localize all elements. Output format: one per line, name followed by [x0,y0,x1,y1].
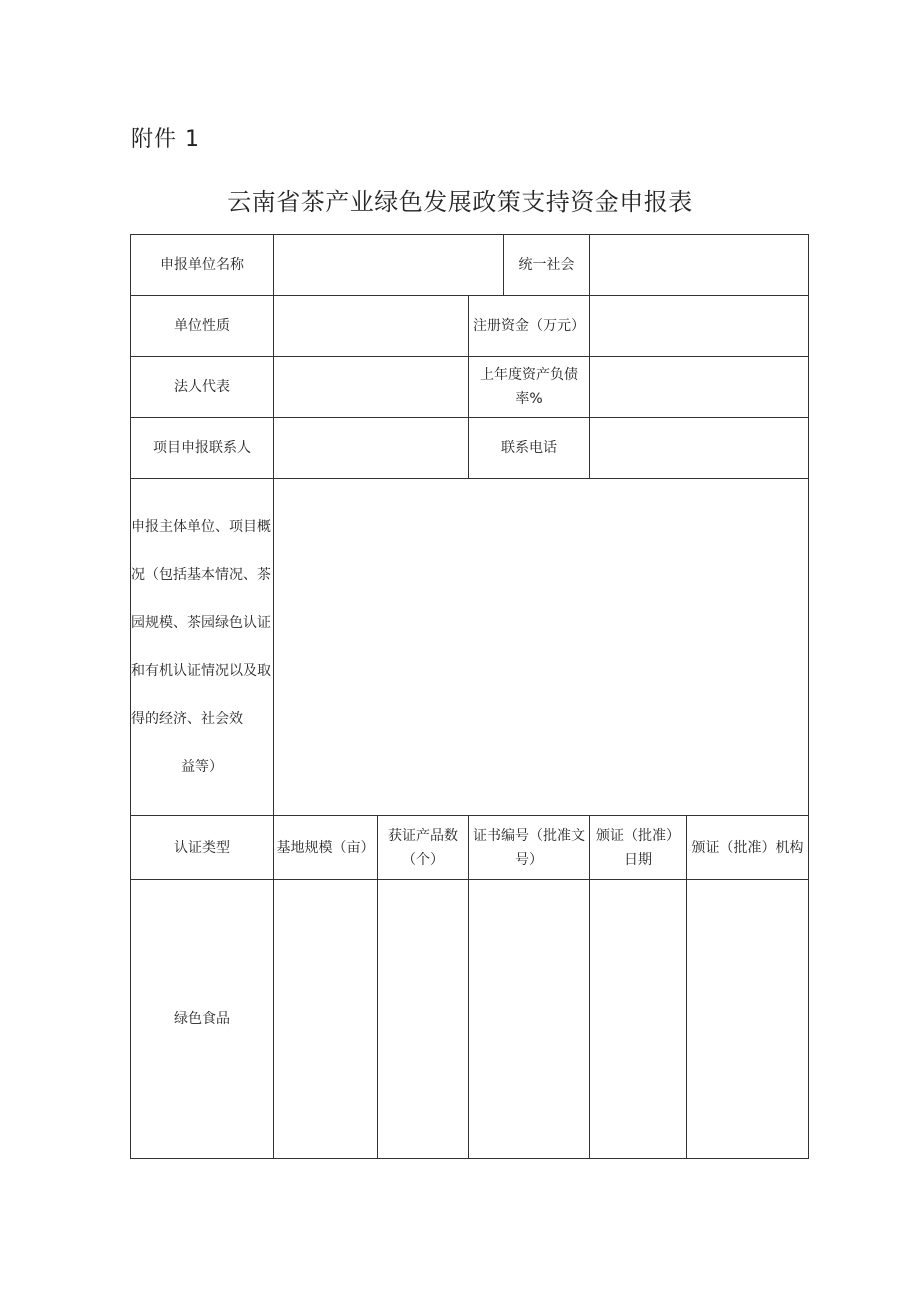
cert-number-header-line: 证书编号（批准文 [473,827,585,844]
row-unit-nature [131,296,809,357]
product-count-header-line: （个） [402,851,444,868]
attachment-label: 附件 1 [131,127,200,152]
unified-social-field[interactable] [590,235,809,296]
overview-label-line: 得的经济、社会效 [131,711,243,727]
row-legal-rep [131,357,809,418]
form-title: 云南省茶产业绿色发展政策支持资金申报表 [227,188,693,216]
overview-label-line: 益等） [181,759,223,775]
unit-nature-label: 单位性质 [131,296,274,357]
applicant-name-field[interactable] [274,235,504,296]
green-food-base-scale-field[interactable] [274,880,378,1159]
green-food-product-count-field[interactable] [378,880,469,1159]
green-food-issue-date-field[interactable] [590,880,687,1159]
row-green-food [131,880,809,1159]
green-food-issuer-field[interactable] [687,880,809,1159]
row-overview [131,479,809,816]
green-food-cert-number-field[interactable] [469,880,590,1159]
debt-ratio-field[interactable] [590,357,809,418]
overview-label-line: 和有机认证情况以及取 [131,663,271,679]
contact-phone-field[interactable] [590,418,809,479]
issue-date-header-line: 日期 [624,851,652,868]
registered-capital-field[interactable] [590,296,809,357]
row-contact [131,418,809,479]
contact-person-label: 项目申报联系人 [131,418,274,479]
issuer-header: 颁证（批准）机构 [687,816,809,880]
product-count-header-line: 获证产品数 [388,827,458,844]
issue-date-header-line: 颁证（批准） [596,827,680,844]
debt-ratio-label: 上年度资产负债率% [469,357,590,418]
legal-rep-label: 法人代表 [131,357,274,418]
unified-social-label: 统一社会 [504,235,590,296]
issue-date-header [590,816,687,880]
row-applicant-name [131,235,809,296]
row-cert-headers [131,816,809,880]
overview-label-line: 申报主体单位、项目概 [131,519,271,535]
application-form-table [130,234,809,1159]
contact-phone-label: 联系电话 [469,418,590,479]
overview-label-line: 况（包括基本情况、茶 [131,567,271,583]
product-count-header [378,816,469,880]
registered-capital-label: 注册资金（万元） [469,296,590,357]
legal-rep-field[interactable] [274,357,469,418]
applicant-name-label: 申报单位名称 [131,235,274,296]
overview-field[interactable] [274,479,809,816]
overview-label [131,479,274,816]
cert-number-header [469,816,590,880]
base-scale-header: 基地规模（亩） [274,816,378,880]
overview-label-line: 园规模、茶园绿色认证 [131,615,271,631]
contact-person-field[interactable] [274,418,469,479]
green-food-label: 绿色食品 [131,880,274,1159]
unit-nature-field[interactable] [274,296,469,357]
cert-type-header: 认证类型 [131,816,274,880]
cert-number-header-line: 号） [515,851,543,868]
